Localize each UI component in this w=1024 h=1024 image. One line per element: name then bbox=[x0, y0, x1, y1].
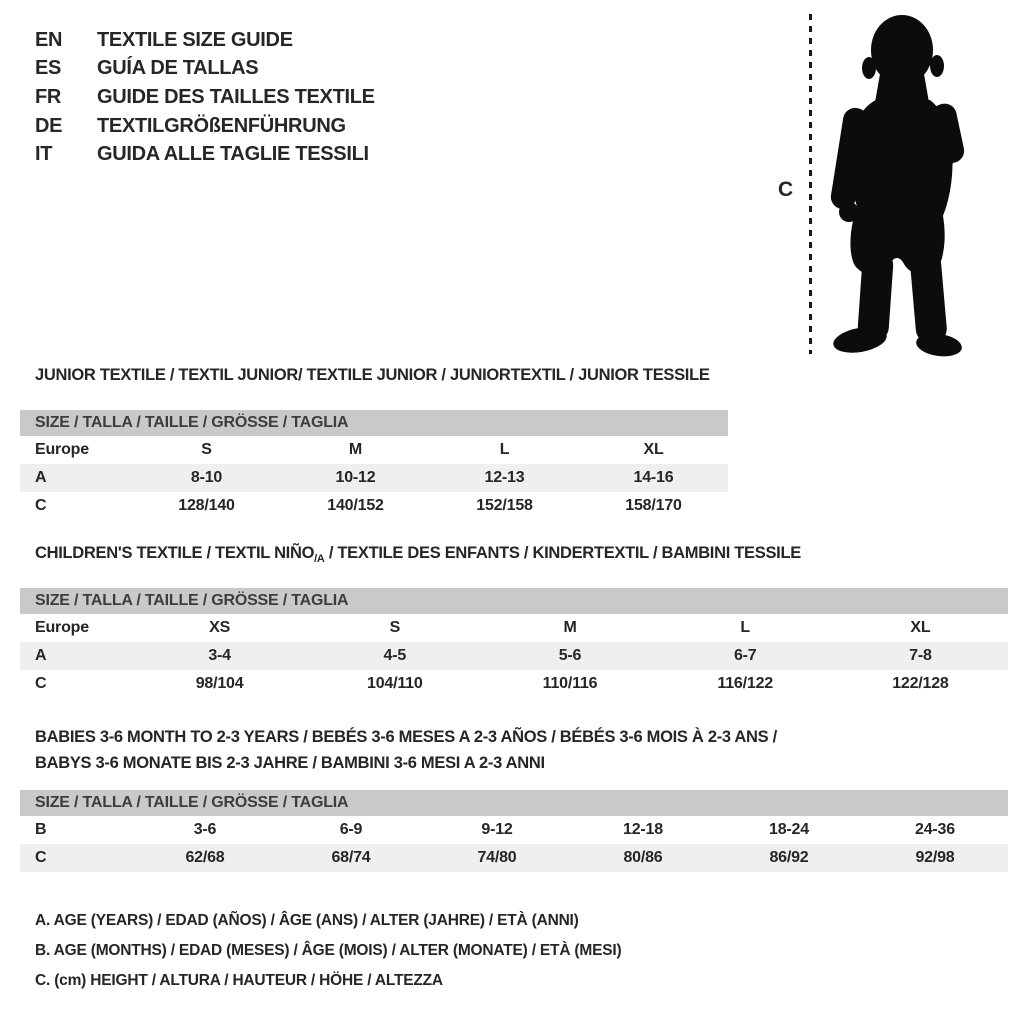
footnote-line-c: C. (cm) HEIGHT / ALTURA / HAUTEUR / HÖHE / ALTEZZA bbox=[35, 972, 443, 989]
table-row bbox=[20, 816, 1008, 844]
language-label: GUIDA ALLE TAGLIE TESSILI bbox=[97, 143, 369, 166]
row-label-cell: A bbox=[35, 469, 47, 486]
babies-section-heading bbox=[35, 724, 777, 776]
footnote-line-b: B. AGE (MONTHS) / EDAD (MESES) / ÂGE (MOIS) / ALTER (MONATE) / ETÀ (MESI) bbox=[35, 942, 622, 959]
value-cell: 5-6 bbox=[558, 647, 582, 664]
footnotes bbox=[35, 906, 621, 996]
toddler-silhouette bbox=[829, 15, 966, 358]
row-label-cell: A bbox=[35, 647, 47, 664]
value-cell: M bbox=[563, 619, 577, 636]
junior-size-table bbox=[20, 410, 728, 520]
value-cell: S bbox=[389, 619, 401, 636]
table-row bbox=[20, 844, 1008, 872]
language-code: IT bbox=[35, 143, 53, 166]
language-label: TEXTILGRÖßENFÜHRUNG bbox=[97, 114, 346, 137]
value-cell: L bbox=[499, 441, 510, 458]
size-header-bar: SIZE / TALLA / TAILLE / GRÖSSE / TAGLIA bbox=[20, 410, 728, 436]
value-cell: XL bbox=[643, 441, 664, 458]
language-label: GUÍA DE TALLAS bbox=[97, 57, 259, 80]
table-row bbox=[20, 436, 728, 464]
language-row bbox=[35, 26, 375, 55]
babies-heading-line2: BABYS 3-6 MONATE BIS 2-3 JAHRE / BAMBINI 3-6 MESI A 2-3 ANNI bbox=[35, 754, 545, 772]
value-cell: 12-13 bbox=[484, 469, 525, 486]
value-cell: 62/68 bbox=[185, 849, 225, 866]
height-measure-label: C bbox=[778, 178, 794, 201]
value-cell: 152/158 bbox=[476, 497, 533, 514]
table-row bbox=[20, 464, 728, 492]
value-cell: M bbox=[348, 441, 363, 458]
language-row bbox=[35, 140, 375, 169]
row-label-cell: C bbox=[35, 675, 47, 692]
value-cell: 18-24 bbox=[769, 821, 809, 838]
value-cell: 8-10 bbox=[190, 469, 223, 486]
babies-size-table bbox=[20, 790, 1008, 872]
value-cell: 98/104 bbox=[195, 675, 244, 692]
value-cell: XS bbox=[209, 619, 231, 636]
value-cell: 3-4 bbox=[208, 647, 231, 664]
babies-heading-line1: BABIES 3-6 MONTH TO 2-3 YEARS / BEBÉS 3-6 MESES A 2-3 AÑOS / BÉBÉS 3-6 MOIS À 2-3 ANS / bbox=[35, 728, 777, 746]
children-heading-subscript: /A bbox=[314, 553, 325, 565]
table-row bbox=[20, 642, 1008, 670]
value-cell: 116/122 bbox=[717, 675, 773, 692]
value-cell: 104/110 bbox=[367, 675, 423, 692]
footnote-line-a: A. AGE (YEARS) / EDAD (AÑOS) / ÂGE (ANS) / ALTER (JAHRE) / ETÀ (ANNI) bbox=[35, 912, 579, 929]
language-code: ES bbox=[35, 57, 62, 80]
value-cell: 3-6 bbox=[193, 821, 217, 838]
junior-section-heading: JUNIOR TEXTILE / TEXTIL JUNIOR/ TEXTILE JUNIOR / JUNIORTEXTIL / JUNIOR TESSILE bbox=[35, 366, 710, 384]
height-dotted-line bbox=[809, 14, 812, 354]
value-cell: 92/98 bbox=[915, 849, 955, 866]
value-cell: 80/86 bbox=[623, 849, 663, 866]
row-label-cell: B bbox=[35, 821, 47, 838]
language-code: DE bbox=[35, 114, 63, 137]
language-label: TEXTILE SIZE GUIDE bbox=[97, 28, 293, 51]
value-cell: XL bbox=[910, 619, 931, 636]
language-legend bbox=[35, 26, 375, 169]
value-cell: 24-36 bbox=[915, 821, 955, 838]
value-cell: 74/80 bbox=[477, 849, 517, 866]
language-code: EN bbox=[35, 28, 63, 51]
row-label-cell: Europe bbox=[35, 441, 89, 458]
value-cell: S bbox=[201, 441, 212, 458]
value-cell: 4-5 bbox=[383, 647, 407, 664]
size-header-bar: SIZE / TALLA / TAILLE / GRÖSSE / TAGLIA bbox=[20, 790, 1008, 816]
language-row bbox=[35, 55, 375, 84]
size-header-bar: SIZE / TALLA / TAILLE / GRÖSSE / TAGLIA bbox=[20, 588, 1008, 614]
row-label-cell: C bbox=[35, 497, 47, 514]
value-cell: L bbox=[740, 619, 750, 636]
language-row bbox=[35, 83, 375, 112]
table-row bbox=[20, 614, 1008, 642]
value-cell: 122/128 bbox=[892, 675, 949, 692]
table-row bbox=[20, 492, 728, 520]
row-label-cell: Europe bbox=[35, 619, 89, 636]
children-heading-text: CHILDREN'S TEXTILE / TEXTIL NIÑO bbox=[35, 544, 315, 562]
table-row bbox=[20, 670, 1008, 698]
value-cell: 68/74 bbox=[331, 849, 371, 866]
children-size-table bbox=[20, 588, 1008, 698]
value-cell: 10-12 bbox=[335, 469, 376, 486]
toddler-silhouette-image bbox=[818, 6, 980, 358]
value-cell: 9-12 bbox=[481, 821, 513, 838]
value-cell: 128/140 bbox=[178, 497, 235, 514]
value-cell: 158/170 bbox=[625, 497, 682, 514]
value-cell: 7-8 bbox=[909, 647, 932, 664]
language-label: GUIDE DES TAILLES TEXTILE bbox=[97, 85, 375, 108]
value-cell: 6-9 bbox=[339, 821, 363, 838]
language-row bbox=[35, 112, 375, 141]
row-label-cell: C bbox=[35, 849, 47, 866]
value-cell: 110/116 bbox=[542, 675, 598, 692]
value-cell: 140/152 bbox=[327, 497, 384, 514]
value-cell: 6-7 bbox=[733, 647, 757, 664]
value-cell: 14-16 bbox=[633, 469, 674, 486]
children-heading-text: / TEXTILE DES ENFANTS / KINDERTEXTIL / BAMBINI TESSILE bbox=[324, 544, 801, 562]
value-cell: 86/92 bbox=[769, 849, 809, 866]
value-cell: 12-18 bbox=[623, 821, 663, 838]
children-section-heading bbox=[35, 544, 801, 565]
language-code: FR bbox=[35, 85, 62, 108]
